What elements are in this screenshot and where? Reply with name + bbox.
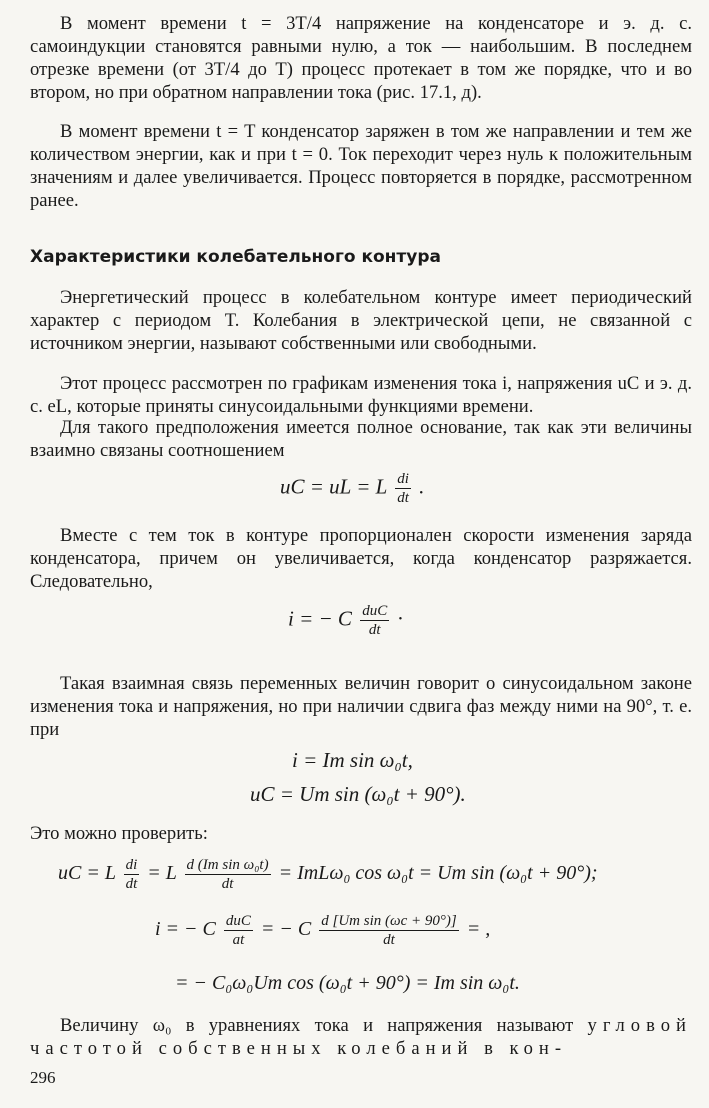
formula-check-i	[155, 912, 490, 949]
numerator: di	[397, 471, 409, 487]
paragraph-8: Это можно проверить:	[30, 823, 208, 844]
formula-check-result: = − C₀ω₀Um cos (ω₀t + 90°) = Im sin ω₀t.	[175, 972, 520, 994]
formula-text: = ,	[466, 918, 491, 941]
section-heading: Характеристики колебательного контура	[30, 247, 441, 267]
numerator: duC	[225, 913, 251, 929]
numerator: di	[125, 857, 138, 873]
numerator: d [Um sin (ωc + 90°)]	[321, 913, 457, 929]
denominator: at	[232, 932, 245, 948]
formula-text: uC = L	[58, 862, 116, 885]
paragraph-6: Вместе с тем ток в контуре пропорционален скорости изменения заряда конденсатора, причем он увеличивается, когда конденсатор разряжается. Следовательно,	[30, 525, 692, 592]
fraction	[224, 912, 253, 949]
fraction	[319, 912, 458, 949]
paragraph-3: Энергетический процесс в колебательном контуре имеет периодический характер с периодом T. Колебания в электрической цепи, не связанной с источником энергии, называют собственными или свободными.	[30, 287, 692, 354]
page-number: 296	[30, 1068, 56, 1087]
numerator: duC	[362, 603, 388, 619]
paragraph-5: Для такого предположения имеется полное основание, так как эти величины взаимно связаны соотношением	[30, 417, 692, 461]
denominator: dt	[383, 932, 395, 948]
fraction	[185, 856, 271, 893]
formula-check-uc	[58, 856, 598, 893]
formula-text: uC = uL = L	[280, 474, 387, 499]
formula-text: .	[419, 474, 425, 499]
formula-uc-sin: uC = Um sin (ω₀t + 90°).	[250, 782, 466, 806]
paragraph-9-text: Величину ω₀ в уравнениях тока и напряжения называют	[60, 1015, 574, 1036]
formula-text: i = − C	[288, 606, 352, 631]
paragraph-4: Этот процесс рассмотрен по графикам изменения тока i, напряжения uC и э. д. с. eL, которые приняты синусоидальными функциями времени.	[30, 373, 692, 417]
formula-uc-ul	[280, 470, 424, 507]
paragraph-9	[30, 1014, 692, 1060]
fraction	[360, 602, 389, 639]
denominator: dt	[125, 876, 138, 892]
formula-text: = ImLω₀ cos ω₀t = Um sin (ω₀t + 90°);	[278, 862, 598, 885]
formula-text: = L	[147, 862, 177, 885]
formula-text: = − C	[260, 918, 312, 941]
fraction	[124, 856, 140, 893]
paragraph-9-term: угловой частотой собственных колебаний в кон-	[30, 1015, 692, 1059]
paragraph-1: В момент времени t = 3T/4 напряжение на конденсаторе и э. д. с. самоиндукции становятся равными нулю, а ток — наибольшим. В последнем отрезке времени (от 3T/4 до T) процесс протекает в том же порядке, что и во втором, но при обратном направлении тока (рис. 17.1, д).	[30, 13, 692, 103]
fraction	[395, 470, 411, 507]
formula-text: ·	[397, 606, 403, 631]
numerator: d (Im sin ω₀t)	[186, 857, 269, 873]
paragraph-7: Такая взаимная связь переменных величин говорит о синусоидальном законе изменения тока и напряжения, но при наличии сдвига фаз между ними на 90°, т. е. при	[30, 673, 692, 740]
formula-text: i = − C	[155, 918, 216, 941]
denominator: dt	[368, 622, 381, 638]
denominator: dt	[397, 490, 409, 506]
formula-i-c	[288, 602, 403, 639]
formula-i-sin: i = Im sin ω₀t,	[292, 748, 413, 772]
denominator: dt	[221, 876, 234, 892]
paragraph-2: В момент времени t = T конденсатор заряжен в том же направлении и тем же количеством энергии, как и при t = 0. Ток переходит через нуль к положительным значениям и далее увеличивается. Процесс повторяется в порядке, рассмотренном ранее.	[30, 121, 692, 211]
